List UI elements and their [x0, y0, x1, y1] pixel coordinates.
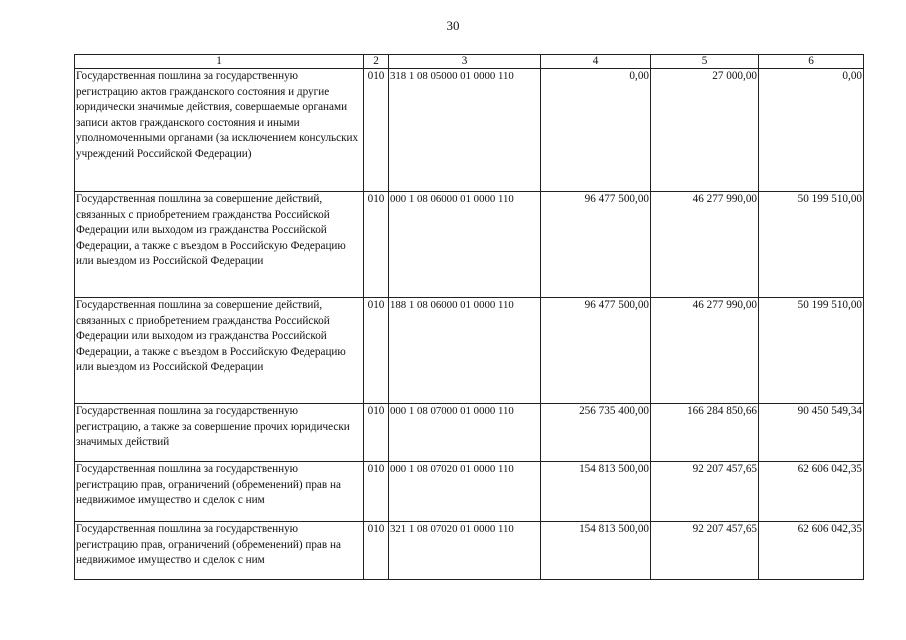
column-header-4: 4 — [541, 55, 651, 69]
row-value-col4: 256 735 400,00 — [541, 404, 651, 462]
row-value-col6: 0,00 — [759, 69, 864, 192]
row-value-col4: 154 813 500,00 — [541, 522, 651, 580]
column-header-2: 2 — [364, 55, 389, 69]
row-value-col4: 154 813 500,00 — [541, 462, 651, 522]
row-line-code: 010 — [364, 462, 389, 522]
row-value-col5: 166 284 850,66 — [651, 404, 759, 462]
table-header-row — [75, 55, 864, 69]
row-budget-code: 188 1 08 06000 01 0000 110 — [389, 298, 541, 404]
page-number: 30 — [446, 18, 460, 33]
row-budget-code: 000 1 08 07000 01 0000 110 — [389, 404, 541, 462]
row-budget-code: 000 1 08 07020 01 0000 110 — [389, 462, 541, 522]
row-budget-code: 321 1 08 07020 01 0000 110 — [389, 522, 541, 580]
column-header-6: 6 — [759, 55, 864, 69]
row-description: Государственная пошлина за государственную регистрацию прав, ограничений (обременений) прав на недвижимое имущество и сделок с ним — [75, 462, 364, 522]
row-description: Государственная пошлина за государственную регистрацию прав, ограничений (обременений) прав на недвижимое имущество и сделок с ним — [75, 522, 364, 580]
row-line-code: 010 — [364, 192, 389, 298]
row-value-col5: 27 000,00 — [651, 69, 759, 192]
row-line-code: 010 — [364, 522, 389, 580]
table-row — [75, 69, 864, 192]
row-line-code: 010 — [364, 404, 389, 462]
row-description: Государственная пошлина за совершение действий, связанных с приобретением гражданства Российской Федерации или выходом из гражданства Российской Федерации, а также с въездом в Российскую Федерацию или выездом из Российской Федерации — [75, 298, 364, 404]
row-budget-code: 000 1 08 06000 01 0000 110 — [389, 192, 541, 298]
row-value-col4: 0,00 — [541, 69, 651, 192]
row-value-col6: 62 606 042,35 — [759, 522, 864, 580]
row-value-col4: 96 477 500,00 — [541, 192, 651, 298]
table-row — [75, 404, 864, 462]
row-description: Государственная пошлина за государственную регистрацию, а также за совершение прочих юридически значимых действий — [75, 404, 364, 462]
row-description: Государственная пошлина за совершение действий, связанных с приобретением гражданства Российской Федерации или выходом из гражданства Российской Федерации, а также с въездом в Российскую Федерацию или выездом из Российской Федерации — [75, 192, 364, 298]
row-value-col5: 92 207 457,65 — [651, 522, 759, 580]
table-row — [75, 522, 864, 580]
row-value-col6: 90 450 549,34 — [759, 404, 864, 462]
budget-table — [74, 54, 864, 580]
table-row — [75, 192, 864, 298]
table-row — [75, 298, 864, 404]
row-value-col4: 96 477 500,00 — [541, 298, 651, 404]
column-header-3: 3 — [389, 55, 541, 69]
row-line-code: 010 — [364, 298, 389, 404]
table-row — [75, 462, 864, 522]
row-value-col6: 50 199 510,00 — [759, 192, 864, 298]
row-value-col6: 50 199 510,00 — [759, 298, 864, 404]
column-header-5: 5 — [651, 55, 759, 69]
row-description: Государственная пошлина за государственную регистрацию актов гражданского состояния и другие юридически значимые действия, совершаемые органами записи актов гражданского состояния и иными уполномоченными органами (за исключением консульских учреждений Российской Федерации) — [75, 69, 364, 192]
row-value-col6: 62 606 042,35 — [759, 462, 864, 522]
row-value-col5: 46 277 990,00 — [651, 298, 759, 404]
row-value-col5: 92 207 457,65 — [651, 462, 759, 522]
row-value-col5: 46 277 990,00 — [651, 192, 759, 298]
row-budget-code: 318 1 08 05000 01 0000 110 — [389, 69, 541, 192]
row-line-code: 010 — [364, 69, 389, 192]
column-header-1: 1 — [75, 55, 364, 69]
